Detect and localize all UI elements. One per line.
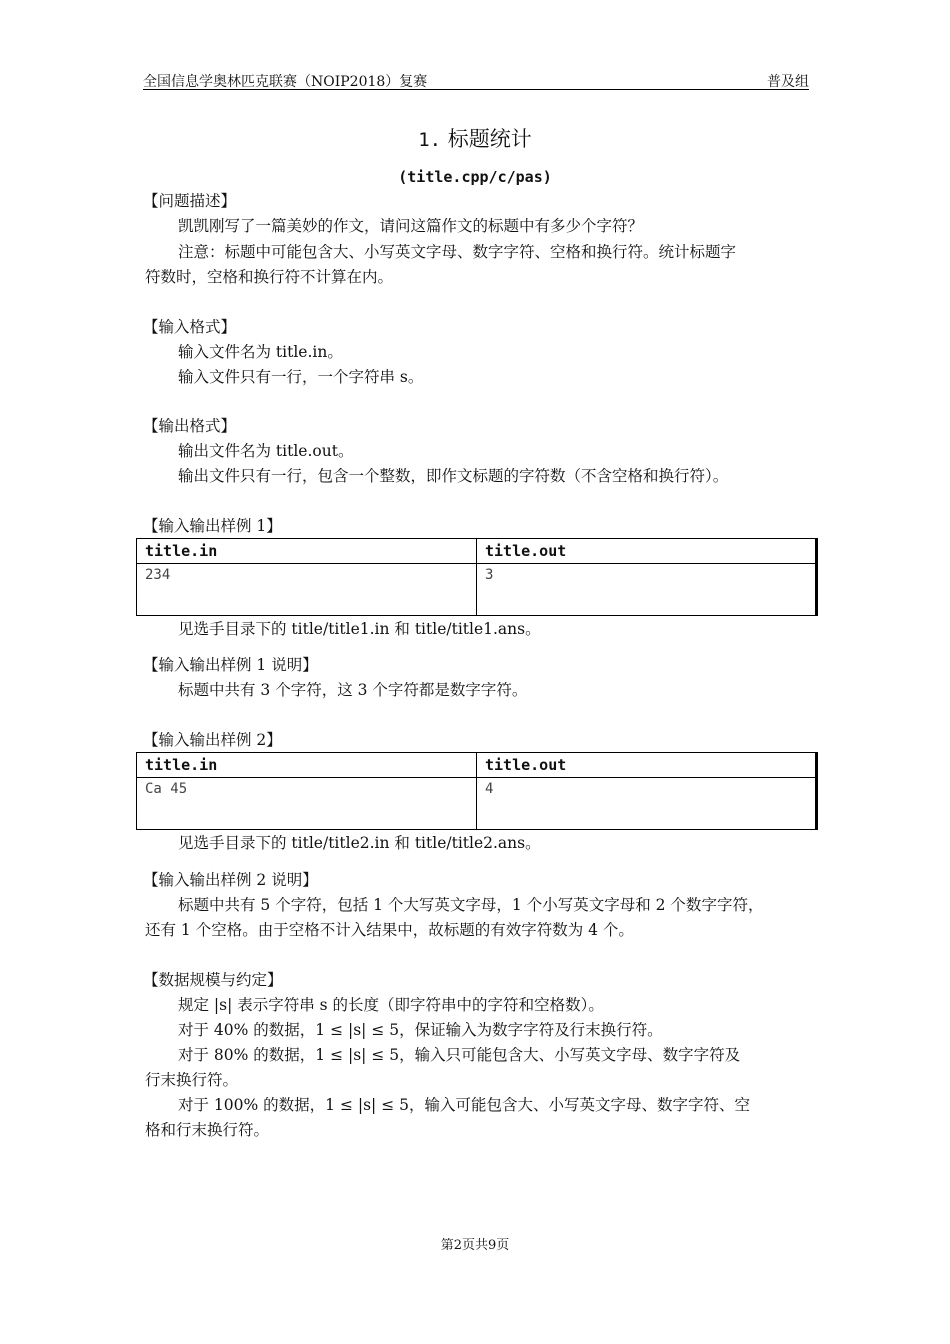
sample1-out-value: 3: [477, 564, 817, 616]
problem-title: [0, 123, 950, 153]
sample1-out-header: title.out: [477, 539, 817, 564]
problem-file-line: (title.cpp/c/pas): [398, 168, 552, 186]
constraints-line: 格和行末换行符。: [145, 1121, 270, 1139]
constraints-line: 对于 100% 的数据，1 ≤ |s| ≤ 5，输入可能包含大、小写英文字母、数字字符、空: [178, 1096, 750, 1114]
page-header: [143, 70, 809, 90]
sample2-explain-line: 标题中共有 5 个字符，包括 1 个大写英文字母，1 个小写英文字母和 2 个数字字符，: [178, 896, 764, 914]
input-format-line: 输入文件名为 title.in。: [178, 343, 343, 361]
sample2-note: 见选手目录下的 title/title2.in 和 title/title2.ans。: [178, 834, 541, 852]
constraints-line: 对于 40% 的数据，1 ≤ |s| ≤ 5，保证输入为数字字符及行末换行符。: [178, 1021, 663, 1039]
description-line: 符数时，空格和换行符不计算在内。: [145, 268, 394, 286]
description-heading: 【问题描述】: [143, 192, 237, 210]
description-line: 凯凯刚写了一篇美妙的作文，请问这篇作文的标题中有多少个字符？: [178, 217, 644, 235]
sample1-in-value: 234: [137, 564, 477, 616]
contest-name: 全国信息学奥林匹克联赛（NOIP2018）复赛: [143, 74, 428, 90]
sample2-in-value: Ca 45: [137, 778, 477, 830]
output-format-line: 输出文件只有一行，包含一个整数，即作文标题的字符数（不含空格和换行符）。: [178, 467, 729, 485]
sample2-out-header: title.out: [477, 753, 817, 778]
group-name: 普及组: [767, 74, 809, 90]
sample2-out-value: 4: [477, 778, 817, 830]
sample2-table: [136, 752, 818, 830]
input-format-heading: 【输入格式】: [143, 318, 237, 336]
sample1-explain-heading: 【输入输出样例 1 说明】: [143, 656, 318, 674]
sample1-heading: 【输入输出样例 1】: [143, 517, 282, 535]
problem-name: 标题统计: [447, 127, 532, 151]
sample2-explain-heading: 【输入输出样例 2 说明】: [143, 871, 318, 889]
constraints-line: 行末换行符。: [145, 1071, 239, 1089]
output-format-line: 输出文件名为 title.out。: [178, 442, 354, 460]
problem-number: 1.: [418, 129, 442, 151]
page-number: 第2页共9页: [440, 1238, 510, 1253]
sample2-explain-line: 还有 1 个空格。由于空格不计入结果中，故标题的有效字符数为 4 个。: [145, 921, 634, 939]
sample1-in-header: title.in: [137, 539, 477, 564]
sample1-table: [136, 538, 818, 616]
description-line: 注意：标题中可能包含大、小写英文字母、数字字符、空格和换行符。统计标题字: [178, 243, 737, 261]
constraints-line: 规定 |s| 表示字符串 s 的长度（即字符串中的字符和空格数）。: [178, 996, 604, 1014]
output-format-heading: 【输出格式】: [143, 417, 237, 435]
constraints-heading: 【数据规模与约定】: [143, 971, 283, 989]
sample2-heading: 【输入输出样例 2】: [143, 731, 282, 749]
input-format-line: 输入文件只有一行，一个字符串 s。: [178, 368, 424, 386]
sample2-in-header: title.in: [137, 753, 477, 778]
sample1-explain-line: 标题中共有 3 个字符，这 3 个字符都是数字字符。: [178, 681, 528, 699]
sample1-note: 见选手目录下的 title/title1.in 和 title/title1.ans。: [178, 620, 541, 638]
constraints-line: 对于 80% 的数据，1 ≤ |s| ≤ 5，输入只可能包含大、小写英文字母、数字字符及: [178, 1046, 741, 1064]
